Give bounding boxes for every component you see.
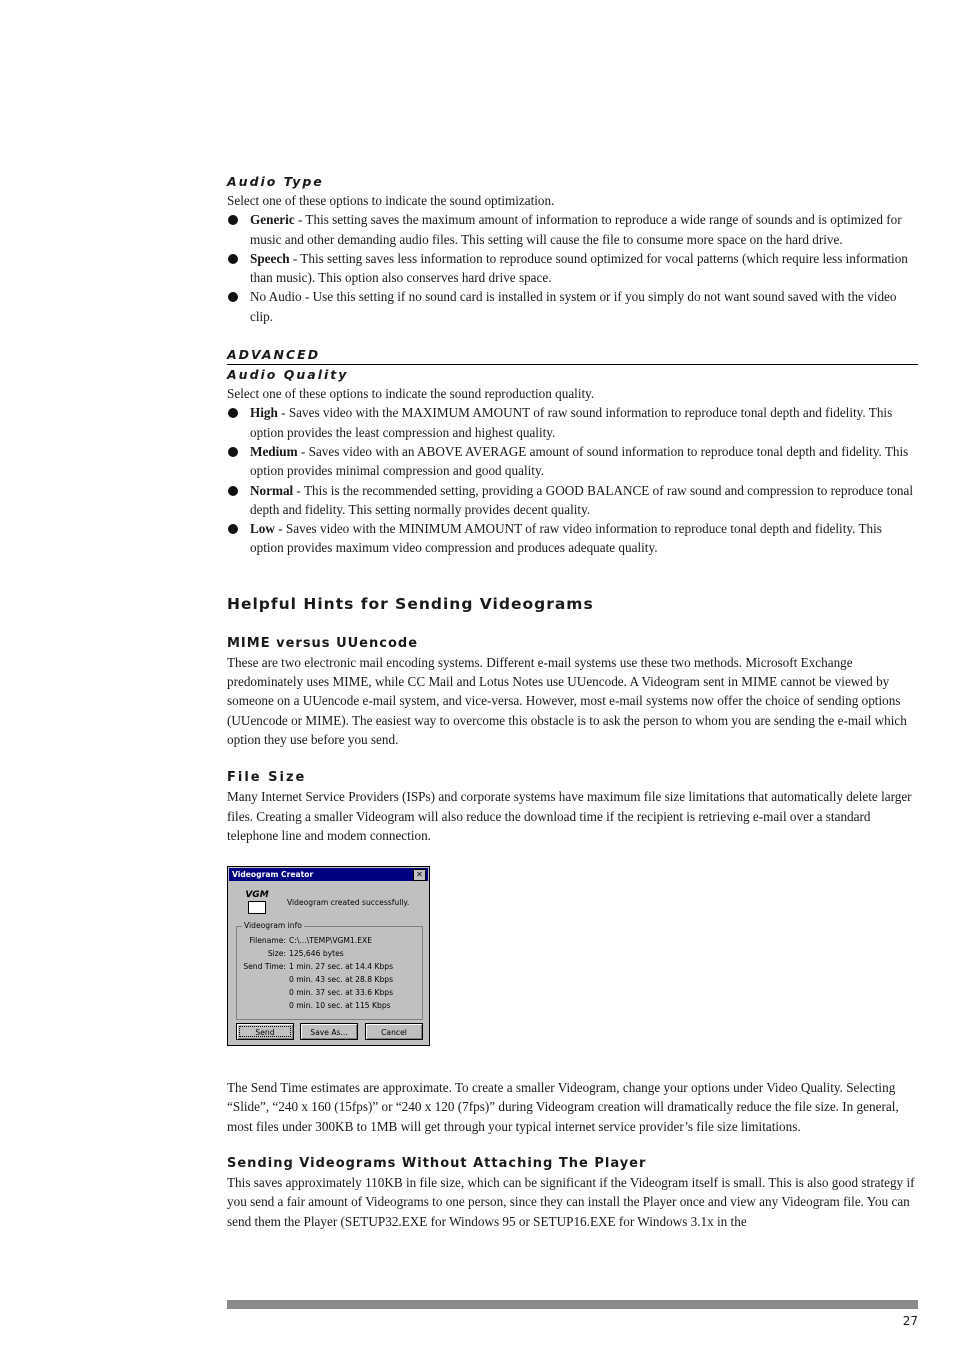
cancel-button[interactable]: Cancel	[365, 1023, 423, 1040]
videogram-info-group	[236, 921, 423, 1020]
save-as-button[interactable]: Save As...	[300, 1023, 358, 1040]
helpful-hints-heading: Helpful Hints for Sending Videograms	[227, 594, 594, 613]
term: Low	[250, 521, 275, 537]
send-time-value: 0 min. 43 sec. at 28.8 Kbps	[289, 975, 394, 985]
description: No Audio - Use this setting if no sound card is installed in system or if you simply do not want sound saved with the video clip.	[250, 289, 897, 324]
description: - This setting saves the maximum amount of information to reproduce a wide range of sounds and is optimized for music and other demanding audio files. This setting will cause the file to consume more space on the hard drive.	[250, 212, 902, 247]
logo-text: VGM	[245, 890, 269, 901]
audio-quality-heading: Audio Quality	[227, 367, 349, 383]
audio-quality-intro: Select one of these options to indicate the sound reproduction quality.	[227, 386, 595, 402]
close-icon[interactable]: ✕	[413, 869, 426, 881]
description: - This is the recommended setting, providing a GOOD BALANCE of raw sound and compression to reproduce tonal depth and fidelity. This setting normally provides decent quality.	[250, 482, 914, 517]
filename-value: C:\...\TEMP\VGM1.EXE	[289, 936, 373, 946]
send-time-label: Send Time:	[243, 962, 286, 972]
term: High	[250, 405, 278, 421]
footer-bar	[227, 1300, 918, 1309]
videogram-creator-dialog	[227, 866, 430, 1046]
send-time-value: 1 min. 27 sec. at 14.4 Kbps	[289, 962, 394, 972]
term: Medium	[250, 443, 298, 459]
term: Speech	[250, 250, 290, 266]
vgm-logo	[244, 890, 272, 916]
send-time-text: The Send Time estimates are approximate. To create a smaller Videogram, change your options under Video Quality. Selecting “Slide”, “240 x 160 (15fps)” or “240 x 120 (7fps)” during Videogram creation will dramatically reduce the file size. In general, most files under 300KB to 1MB will get through your typical internet service provider’s file size limitations.	[227, 1080, 899, 1134]
size-label: Size:	[267, 949, 286, 959]
term: Generic	[250, 212, 295, 228]
term: Normal	[250, 482, 294, 498]
audio-quality-list	[227, 403, 918, 557]
description: - Saves video with the MINIMUM AMOUNT of raw video information to reproduce tonal depth and fidelity. This option provides maximum video compression and produces adequate quality.	[250, 521, 882, 556]
file-size-text: Many Internet Service Providers (ISPs) and corporate systems have maximum file size limitations that automatically delete larger files. Creating a smaller Videogram will also reduce the download time if the recipient is retrieving e-mail over a standard telephone line and modem connection.	[227, 789, 912, 843]
list-item	[227, 481, 918, 520]
film-icon	[248, 901, 266, 914]
file-size-heading: File Size	[227, 770, 307, 786]
mime-heading: MIME versus UUencode	[227, 635, 419, 651]
list-item	[227, 403, 918, 442]
list-item	[227, 249, 918, 288]
advanced-heading: ADVANCED	[227, 345, 918, 365]
audio-type-intro: Select one of these options to indicate the sound optimization.	[227, 193, 555, 208]
mime-text: These are two electronic mail encoding systems. Different e-mail systems use these two methods. Microsoft Exchange predominately uses MIME, while CC Mail and Lotus Notes use UUencode. A Videogram sent in MIME cannot be viewed by someone on a UUencode e-mail system, and vice-versa. However, most e-mail systems now offer the choice of sending options (UUencode or MIME). The easiest way to overcome this obstacle is to ask the person to whom you are sending the e-mail which option they use before you send.	[227, 654, 907, 747]
audio-type-heading: Audio Type	[227, 174, 324, 189]
success-message: Videogram created successfully.	[287, 898, 410, 908]
dialog-title: Videogram Creator	[232, 870, 314, 880]
page-number: 27	[902, 1314, 918, 1328]
list-item	[227, 287, 918, 326]
dialog-title-bar	[229, 868, 428, 881]
group-label: Videogram info	[244, 921, 302, 931]
description: - Saves video with an ABOVE AVERAGE amount of sound information to reproduce tonal depth and fidelity. This option provides minimal compression and good quality.	[250, 443, 909, 479]
send-button[interactable]: Send	[236, 1023, 294, 1040]
send-time-value: 0 min. 37 sec. at 33.6 Kbps	[289, 988, 394, 998]
page-content	[227, 172, 918, 1231]
size-value: 125,646 bytes	[289, 949, 344, 959]
no-player-text: This saves approximately 110KB in file size, which can be significant if the Videogram itself is small. This is also good strategy if you send a fair amount of Videograms to one person, since they can install the Player once and view any Videogram file. You can send them the Player (SETUP32.EXE for Windows 95 or SETUP16.EXE for Windows 3.1x in the	[227, 1175, 915, 1229]
description: - This setting saves less information to reproduce sound optimized for vocal patterns (which require less information than music). This option also conserves hard drive space.	[250, 250, 908, 286]
description: - Saves video with the MAXIMUM AMOUNT of raw sound information to reproduce tonal depth and fidelity. This option provides the least compression and highest quality.	[250, 405, 893, 440]
audio-type-list	[227, 210, 918, 326]
list-item	[227, 519, 918, 558]
send-time-value: 0 min. 10 sec. at 115 Kbps	[289, 1001, 391, 1011]
no-player-heading: Sending Videograms Without Attaching The Player	[227, 1156, 647, 1172]
list-item	[227, 210, 918, 249]
list-item	[227, 442, 918, 481]
filename-label: Filename:	[249, 936, 286, 946]
